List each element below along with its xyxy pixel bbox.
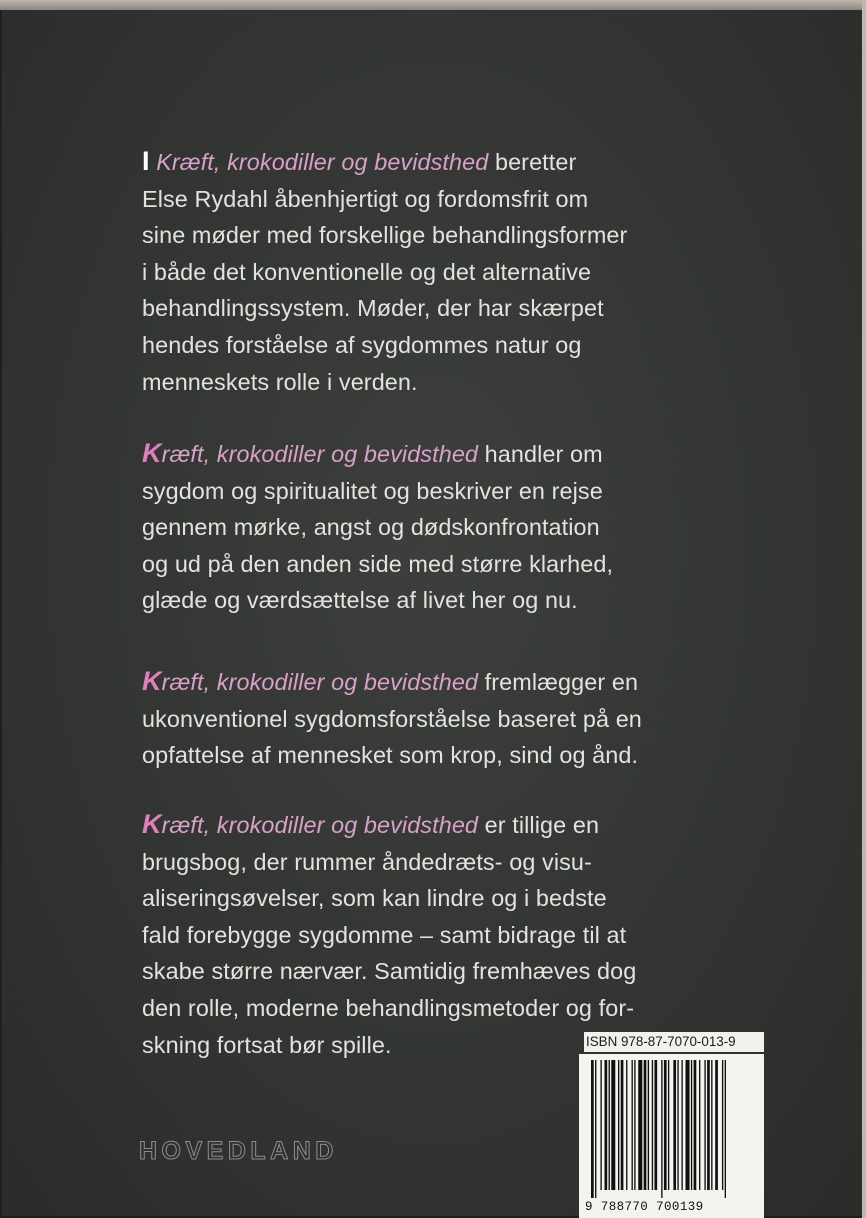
line: sygdom og spiritualitet og beskriver en rejse [142,477,603,504]
barcode-bar [681,1060,682,1190]
line: gennem mørke, angst og dødskonfrontation [142,514,600,541]
line: i både det konventionelle og det alternative [142,258,592,285]
barcode-bar [611,1060,615,1190]
barcode-bar [600,1060,601,1190]
line: Else Rydahl åbenhjertigt og fordomsfrit om [142,185,589,212]
line: sine møder med forskellige behandlingsformer [142,222,628,249]
line: handler om [478,441,603,467]
line: fremlægger en [478,669,639,695]
barcode-bar [618,1060,619,1190]
barcode-bar [591,1060,594,1198]
barcode-bar [605,1060,608,1190]
book-title: ræft, krokodiller og bevidsthed [161,812,479,838]
line: og ud på den anden side med større klarhed, [142,550,614,577]
barcode-bar [661,1060,662,1198]
barcode-bar [638,1060,642,1190]
barcode-bar [621,1060,624,1190]
barcode-bar [725,1060,726,1198]
barcode-bar [691,1060,692,1190]
publisher-logo: HOVEDLAND [139,1137,338,1165]
barcode [579,1054,764,1218]
blurb-paragraph-1 [142,143,782,400]
barcode-bar [654,1060,657,1190]
barcode-bar [694,1060,697,1190]
barcode-bar [711,1060,712,1190]
barcode-area [579,1032,764,1218]
line: opfattelse af mennesket som krop, sind og ånd. [142,742,639,769]
barcode-bar [668,1060,669,1190]
barcode-bar [609,1060,610,1190]
barcode-bar [699,1060,700,1190]
barcode-bars-icon [587,1060,757,1198]
line: er tillige en [478,812,600,838]
line: fald forebygge sygdomme – samt bidrage til at [142,921,627,948]
cover-top-edge [0,0,866,10]
book-title: ræft, krokodiller og bevidsthed [161,441,479,467]
barcode-bar [652,1060,653,1190]
line: den rolle, moderne behandlingsmetoder og for- [142,994,635,1021]
barcode-bar [707,1060,710,1190]
isbn-label: ISBN 978-87-7070-013-9 [584,1032,764,1052]
barcode-bar [634,1060,635,1190]
blurb-paragraph-3 [142,663,782,774]
line: menneskets rolle i verden. [142,368,418,395]
barcode-bar [722,1060,723,1190]
barcode-bar [595,1060,596,1198]
blurb-paragraph-4 [142,806,782,1063]
barcode-bar [632,1060,633,1190]
title-initial: K [142,438,162,468]
line: beretter [488,149,577,175]
barcode-bar [644,1060,647,1190]
barcode-bar [626,1060,627,1190]
barcode-bar [704,1060,705,1190]
title-initial: K [142,809,162,839]
line: brugsbog, der rummer åndedræts- og visu- [142,848,592,875]
line: aliseringsøvelser, som kan lindre og i bedste [142,885,607,912]
line: glæde og værdsættelse af livet her og nu. [142,587,578,614]
line: skning fortsat bør spille. [142,1031,392,1058]
book-title: Kræft, krokodiller og bevidsthed [156,149,489,175]
barcode-bar [686,1060,690,1190]
title-initial: K [142,666,162,696]
drop-initial: I [142,146,150,176]
barcode-bar [715,1060,718,1190]
blurb-paragraph-2 [142,435,782,619]
book-title: ræft, krokodiller og bevidsthed [161,669,479,695]
line: skabe større nærvær. Samtidig fremhæves dog [142,958,637,985]
barcode-bar [673,1060,676,1190]
barcode-bar [677,1060,678,1190]
barcode-bar [648,1060,649,1190]
barcode-bar [664,1060,667,1190]
cover-right-edge [862,0,866,1218]
line: ukonventionel sygdomsforståelse baseret på en [142,705,642,732]
line: hendes forståelse af sygdommes natur og [142,331,582,358]
line: behandlingssystem. Møder, der har skærpet [142,295,604,322]
barcode-digits: 9 788770 700139 [585,1200,704,1214]
